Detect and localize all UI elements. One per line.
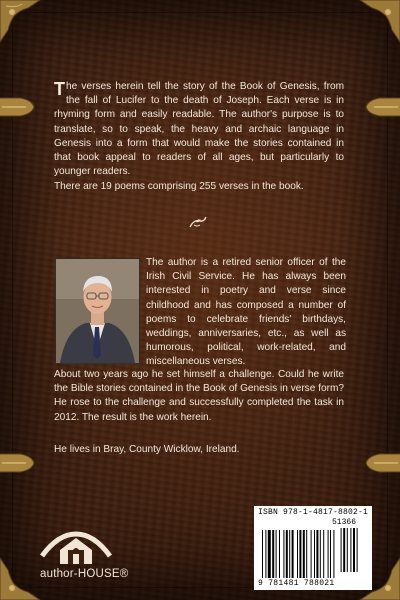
brass-clasp-ornament <box>0 94 36 120</box>
author-residence-text: He lives in Bray, County Wicklow, Ireland. <box>54 444 240 455</box>
author-photo <box>55 258 140 364</box>
author-bio-paragraph: The author is a retired senior officer of the Irish Civil Service. He has always been interested in poetry and verse since childhood and has composed a number of poems to celebrate friends' birthdays, weddings, anniversaries, etc., as well as humorous, political, work-related, and miscellaneous verses. <box>146 257 346 368</box>
poem-count-text: There are 19 poems comprising 255 verses in the book. <box>54 181 304 192</box>
drop-cap: T <box>54 79 65 99</box>
isbn-number: ISBN 978-1-4817-8802-1 <box>258 508 369 517</box>
author-challenge-paragraph: About two years ago he set himself a challenge. Could he write the Bible stories contained in the Book of Genesis in verse form? He rose to the challenge and successfully completed the task in 2012. The result is the work herein. <box>54 369 344 423</box>
book-description <box>54 80 344 179</box>
barcode-bars <box>254 506 372 590</box>
brass-corner-ornament <box>0 0 56 56</box>
publisher-name: author-HOUSE® <box>40 568 129 580</box>
brass-clasp-ornament <box>364 450 400 476</box>
barcode-number: 9 781481 788021 <box>258 579 335 588</box>
isbn-barcode <box>254 506 372 590</box>
brass-corner-ornament <box>344 0 400 56</box>
brass-clasp-ornament <box>364 94 400 120</box>
brass-clasp-ornament <box>0 450 36 476</box>
price-code: 51366 <box>331 518 356 527</box>
fleuron-ornament-icon <box>188 215 208 229</box>
description-text: he verses herein tell the story of the Book of Genesis, from the fall of Lucifer to the death of Joseph. Each verse is in rhyming form and easily readable. The author's purpose is to translate, so to speak, the heavy and archaic language in Genesis into a form that would make the stories contained in that book appeal to readers of all ages, but particularly to younger readers. <box>54 81 344 178</box>
